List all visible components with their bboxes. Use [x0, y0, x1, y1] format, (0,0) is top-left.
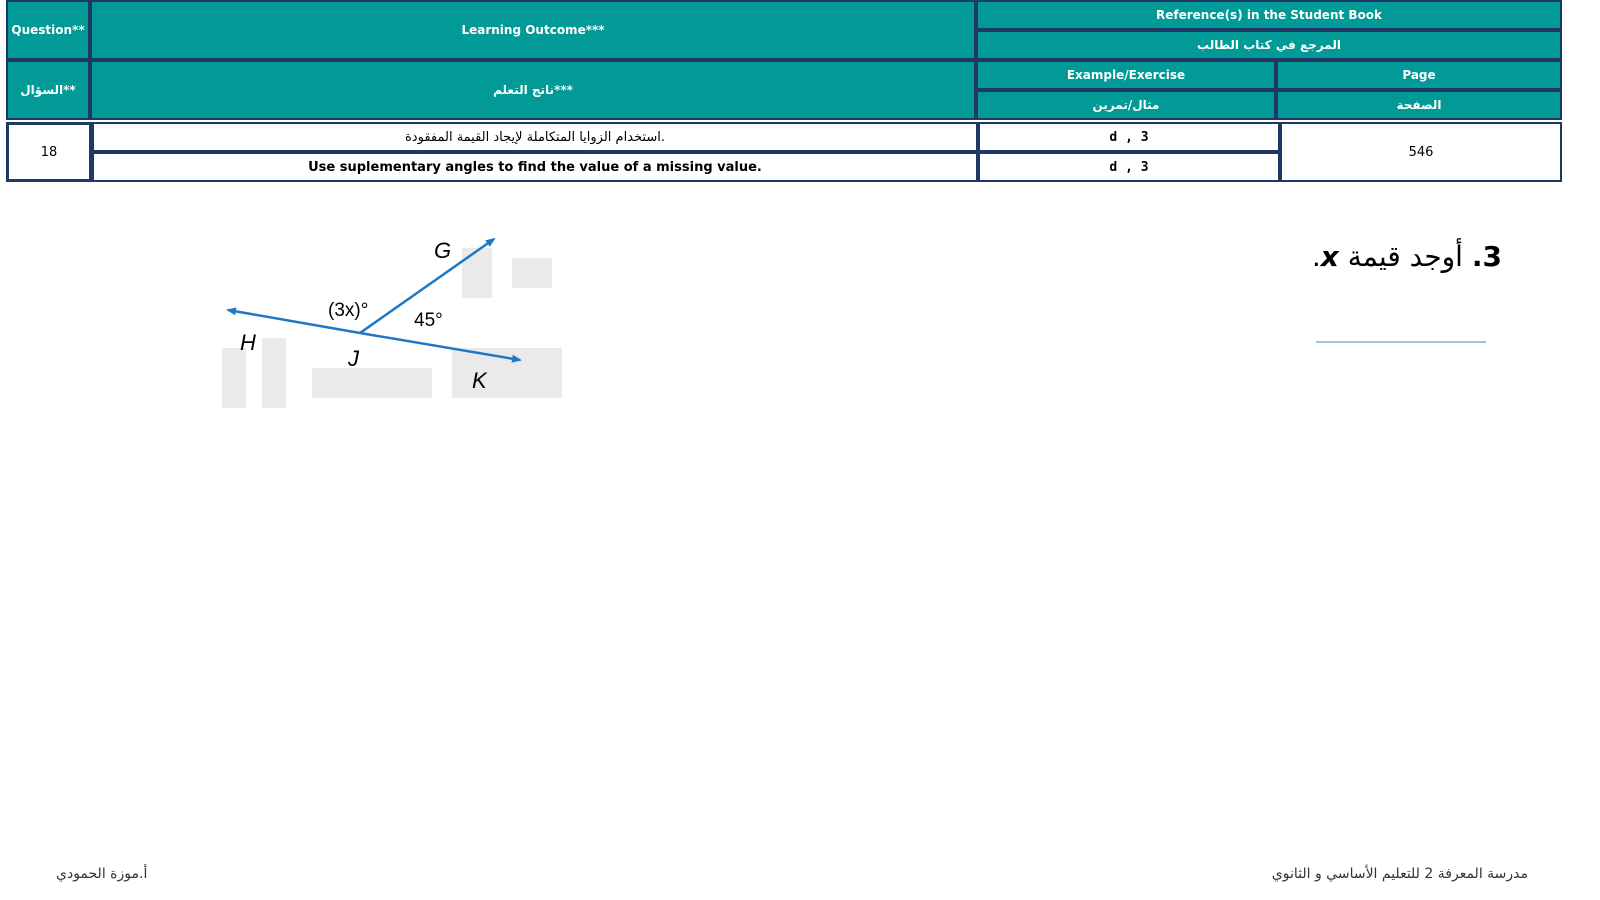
angle-label-3x: (3x)° — [328, 300, 369, 321]
row-outcome-en: Use suplementary angles to find the value of a missing value. — [92, 152, 978, 182]
label-g: G — [434, 238, 452, 263]
row-question-number: 18 — [6, 122, 92, 182]
label-h: H — [240, 330, 256, 355]
row-page: 546 — [1280, 122, 1562, 182]
angle-label-45: 45° — [414, 310, 443, 331]
header-page-en: Page — [1276, 60, 1562, 90]
footer-school: مدرسة المعرفة 2 للتعليم الأساسي و الثانوي — [1271, 866, 1528, 882]
question-end: . — [1311, 240, 1321, 273]
header-reference-en: Reference(s) in the Student Book — [976, 0, 1562, 30]
label-k: K — [472, 368, 487, 393]
header-example-ar: مثال/تمرين — [976, 90, 1276, 120]
header-question-en: Question** — [6, 0, 90, 60]
question-variable: x — [1320, 240, 1339, 273]
row-example-1: d , 3 — [978, 122, 1280, 152]
header-example-en: Example/Exercise — [976, 60, 1276, 90]
header-question-ar: السؤال** — [6, 60, 90, 120]
footer-teacher: أ.موزة الحمودي — [56, 866, 148, 882]
header-page-ar: الصفحة — [1276, 90, 1562, 120]
row-outcome-ar: استخدام الزوايا المتكاملة لإيجاد القيمة المفقودة. — [92, 122, 978, 152]
header-outcome-ar: ناتج التعلم*** — [90, 60, 976, 120]
angle-figure — [212, 228, 582, 413]
row-example-2: d , 3 — [978, 152, 1280, 182]
ray-jk — [360, 333, 520, 360]
answer-line[interactable] — [1316, 341, 1486, 343]
label-j: J — [348, 346, 359, 371]
question-prompt: أوجد قيمة — [1347, 240, 1463, 273]
question-text — [1312, 240, 1502, 273]
header-outcome-en: Learning Outcome*** — [90, 0, 976, 60]
header-reference-ar: المرجع في كتاب الطالب — [976, 30, 1562, 60]
watermark — [222, 248, 562, 408]
question-number: 3. — [1471, 240, 1502, 273]
